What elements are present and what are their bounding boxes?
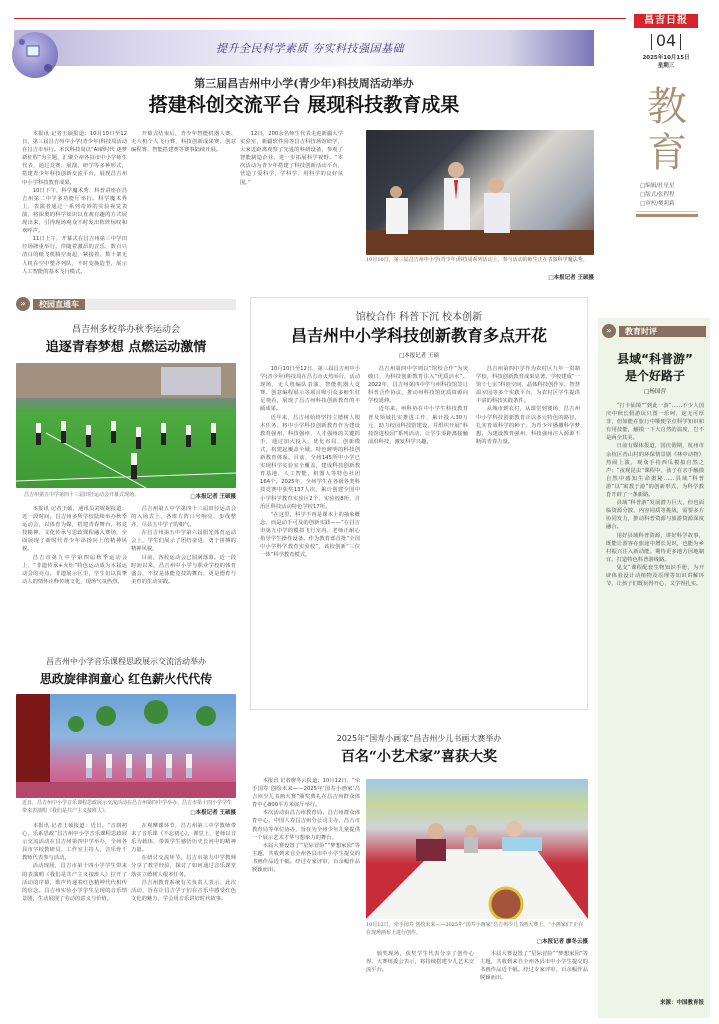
feature-body-col1 — [260, 365, 360, 703]
music-kicker: 昌吉州中小学音乐课程思政展示交流活动举办 — [46, 657, 206, 666]
commentary-body — [606, 402, 704, 992]
paragraph: 日前有媒体报道，国庆假期，杭州市余杭区青山村的环保情景剧《林中动物》热闹上演，观众手持西瓜模拟自然之声；“夜观昆虫”课程中，孩子在亲手触摸自然中感知生命奥秘……县域“科普游”以“寓教于游”的创新形式，为科学教育开辟了一条新路。 — [606, 443, 704, 499]
music-body-col2 — [131, 822, 236, 1012]
campus-headline: 追逐青春梦想 点燃运动激情 — [45, 340, 207, 355]
double-chevron-icon: » — [16, 297, 30, 311]
campus-kicker: 昌吉州多校举办秋季运动会 — [71, 325, 180, 335]
commentary-tag-label: 教育时评 — [619, 326, 706, 337]
music-body-col1 — [22, 822, 127, 1012]
paragraph: 近年来，州科协在中小学生科技教育普及领域扎实推进工作，累计投入30万元，助力校园科技馆建设，并组织开展“科技馆进校园”系列活动，让学生零距离接触前沿科技，激发科学兴趣。 — [368, 406, 468, 445]
paragraph: 用好县域科普资源，讲好科学故事，既能让游客在旅途中增长见识，也能为乡村振兴注入新动能。期待更多地方因地制宜，打造特色科普游线路。 — [606, 532, 704, 563]
banner-slogan: 提升全民科学素质 夯实科技强国基础 — [216, 42, 404, 55]
editor-credit: □审校/樊莉莉 — [640, 201, 675, 207]
lead-photo-caption: 10月10日，第三届昌吉州中小学(青少年)科技周系列活动上，参与活动的师生正在表演科学魔法秀。 — [366, 257, 588, 263]
campus-body-col2 — [131, 505, 236, 635]
art-photo-caption: 10月12日，牵手国寿 创绘未来——2025年“国寿小画家”昌吉州少儿书画大赛上，“小画家们”正在在现场画布上进行创作。 — [366, 922, 584, 936]
paragraph: 从城市到农村，从课堂到赛场，昌吉州中小学科技创新教育正以多元特色的路径，扎实育成科学的种子，为青少年播撒科学梦想，为建设教育强州、科技强州注入源源不断的青春力量。 — [476, 406, 580, 445]
weekday-text: 星期三 — [657, 63, 675, 69]
newspaper-logo: 昌吉日报 — [634, 14, 698, 28]
campus-photo-caption: 昌吉州第五中学第四十三届田径运动会开幕式现场。 — [24, 492, 140, 498]
campus-tag-label: 校园直通车 — [33, 299, 85, 310]
paragraph: “在这里，科学不再是课本上的抽象概念，而是动手可及的创新实践——”在昌吉市第九中学的模拟飞行室内，老师正耐心指导学生操作设备。作为教育部首批“全国中小学科学教育实验校”，该校创新“三位一体”科学教育模式。 — [260, 511, 360, 559]
feature-body-col3 — [476, 365, 580, 703]
paragraph: 开幕式结束后，青少年智能机器人赛、无人机个人飞行赛、科技创新成果赛、创意编程赛、智能搭建赛等赛事陆续开展。 — [131, 131, 236, 154]
paragraph: 10月10日至12日，第三届昌吉州中小学(青少年)科技周在昌吉市火热举行，活动现场，无人机编队表演、智能机器人竞赛、创意编程展示等项目吸引众多师生驻足观看，展现了昌吉州科技创新教育的丰硕成果。 — [260, 366, 360, 413]
campus-body-col1 — [22, 505, 127, 635]
lead-body-col2 — [131, 130, 236, 280]
paragraph: 10日下午，科学魔术秀、科普讲座在昌吉州第二中学多功能厅举行。科学魔术秀上，表演者通过一系列奇妙的实验视觉表演，将深奥的科学知识以直观有趣的方式展现出来，引得现场观众不时发出阵阵惊叹和欢呼声。 — [22, 187, 127, 235]
paragraph: 目前，各校运动会已圆满落幕。近一段时间以来，昌吉州中小学与职业学校的体育盛会，不仅是体能竞技的舞台，更是德育与美育的生动实践。 — [131, 554, 236, 585]
paragraph: 本报讯 记者王硕报道：近日，“音润初心，乐系思政”昌吉州中小学音乐课程思政展示交流活动在昌吉州第四中学举办，全州各县市学校教研员、工作室主持人、音乐骨干教师代表参与活动。 — [22, 823, 127, 862]
music-photo — [16, 694, 236, 798]
double-chevron-icon: » — [602, 324, 616, 338]
music-photo-caption: 近日，昌吉州中小学音乐课程思政展示交流活动在昌吉州第四中学举办。昌吉市第十四小学学生带来表演唱《我们是共产主义接班人》。 — [22, 800, 233, 814]
paragraph: 昌吉市第九中学第四届秋季运动会上，“非遗传承+火炬”特色运动成为本届运动会的亮点。非遗展示区里，学生们以真挚动人的情怀诠释传统文化，现场气氛热烈。 — [22, 554, 127, 585]
globe-icon — [12, 32, 58, 78]
paragraph: 县域“科普游”发展潜力巨大，但也面临资源分散、内容同质等挑战，需要多方协同发力，推动科普资源与旅游资源深度融合。 — [606, 500, 704, 531]
header-rule — [14, 18, 626, 19]
editor-credits — [640, 182, 700, 209]
campus-section-tag — [16, 298, 236, 310]
music-headline: 思政旋律润童心 红色薪火代代传 — [39, 672, 213, 686]
lead-body-col3 — [240, 130, 343, 280]
issue-date — [628, 54, 704, 70]
date-text: 2025年10月15日 — [642, 55, 690, 61]
page-number — [634, 31, 698, 50]
paragraph: 本届大赛设置了“星际冒险”“梦想家园”等主题，共收到来自全州各县市中小学生提交的书画作品近千幅。经过专家评审，百余幅作品脱颖而出。 — [480, 951, 588, 982]
paragraph: 昌吉州第五中学第四十三届田径运动会的入场式上，各班方阵口号响亮、步伐整齐，尽显五中学子的朝气。 — [131, 506, 236, 529]
paragraph: 11日上午，开幕式在昌吉州第三中学田径场隆重举行。伴随着激昂的音乐，数百只清白的纸飞机腾空而起，紧接着，数十架无人机在空中整齐列队，不时变换造型，展示人工智能的基本飞行模式。 — [22, 236, 127, 275]
art-headline: 百名“小艺术家”喜获大奖 — [340, 749, 498, 765]
art-photo — [366, 779, 588, 919]
paragraph: 本报讯 记者王硕报道：10月10日至12日，第三届昌吉州中小学(青少年)科技周活动在昌吉市举行。本次科技周以“AI新时代 逐梦新征程”为主题，汇聚全州各县市中小学师生代表，通过竞赛、展演、研学等多种形式，搭建青少年科技创新交流平台，展现昌吉州中小学科技教育成果。 — [22, 131, 127, 186]
tag-bar-fill — [85, 299, 236, 310]
paragraph: 本报讯 记者廖冬云报道：10月12日，“牵手国寿 创绘未来——2025年‘国寿小画家’昌吉州少儿书画大赛”颁奖典礼在昌吉州群众体育中心800平方米展厅举行。 — [252, 778, 360, 809]
section-title: 教育 — [647, 84, 687, 176]
commentary-headline-line2: 是个好路子 — [624, 369, 685, 383]
section-divider — [636, 214, 698, 217]
commentary-source: 来源：中国教育报 — [659, 1000, 704, 1006]
art-photo-credit: □本报记者 廖冬云摄 — [536, 939, 588, 945]
page-number-value: 04 — [655, 31, 677, 50]
commentary-headline-line1: 县域“科普游” — [617, 352, 693, 366]
feature-body-col2 — [368, 365, 468, 703]
feature-headline: 昌吉州中小学科技创新教育多点开花 — [290, 326, 547, 345]
art-body-col2 — [366, 950, 474, 1018]
lead-photo — [366, 130, 594, 255]
paragraph: 在观摩课环节，昌吉州第三中学教师带来了音乐课《不忘初心》，课堂上，老师以音乐为载体，带领学生感悟历史长河中的精神力量。 — [131, 823, 236, 854]
feature-kicker: 馆校合作 科普下沉 校本创新 — [355, 312, 483, 323]
paragraph: 颁奖现场，获奖学生代表分享了创作心得。大赛组委会表示，将持续搭建少儿艺术交流平台。 — [366, 951, 474, 974]
paragraph: 本次活动由昌吉州教育局、昌吉州群众体育中心、中国人寿昌吉州分公司主办，昌吉市教育局等单位协办，旨在为全州少年儿童提供一个展示艺术才华与想象力的舞台。 — [252, 810, 360, 841]
paragraph: “打卡仙境”“到此一游”……不少人国庆中秋长假游玩只图一乐呵，这无可厚非，但如能在旅行中顺便学点科学知识和有用技能，触摸一下大自然的温度，岂不是两全其美。 — [606, 403, 704, 442]
paragraph: 见支“课程配套生物知识手册，为开辟体验设计动植物及原理等知识讲解环节，让孩子们既玩得开心，又学得扎实。 — [606, 564, 704, 588]
paragraph: 昌吉州第四中学作为农村区九年一贯制学校，科技创新教育成果显著。学校建成“一馆十七室”科创空间，晶体科技创作室、智慧温室园等多个实践平台，为农村区学生提供丰富的科技实践条件。 — [476, 366, 580, 405]
paragraph: 在昌吉州第五中学第六届阳光体育运动会上，学生们展示了团结奋进、勇于拼搏的精神风貌。 — [131, 530, 236, 553]
feature-byline: □本报记者 王硕 — [399, 353, 439, 359]
editor-credit: □编辑/杜星星 — [640, 183, 675, 189]
lead-kicker: 第三届昌吉州中小学(青少年)科技周活动举办 — [194, 77, 414, 90]
lead-body-col1 — [22, 130, 127, 280]
editor-credit: □版式/张程程 — [640, 192, 675, 198]
paragraph: 12日，200余名师生代表走进新疆大学实验室，新疆软件园等昌吉科技场馆研学，大家近距离观察了先进的科研设备，参观了智能制造企业，进一步拓展科学视野。“本次活动为青少年搭建了科技创新活动平台，营造了爱科学、学科学、用科学的良好氛围。” — [240, 131, 343, 186]
campus-photo — [16, 363, 236, 488]
paragraph: 本报讯 记者王硕、通讯员刘妮妮报道：近一段时间，昌吉州多所学校陆续举办秋季运动会，以体育为媒，搭建青春舞台，将竞技精神、文化传承与思政课程融入赛场，全面展现了新时代青少年昂扬向上的精神风貌。 — [22, 506, 127, 553]
paragraph: 昌吉州教育系统有关负责人表示，此次活动，旨在让昌吉学子们在音乐中感受红色文化的魅力，学会用音乐讲好时代故事。 — [131, 879, 236, 902]
music-photo-credit: □本报记者 王硕摄 — [190, 810, 236, 816]
commentary-byline: □杨国营 — [644, 389, 666, 395]
art-kicker: 2025年“国寿小画家”昌吉州少儿书画大赛举办 — [336, 734, 502, 743]
campus-photo-credit: □本报记者 王硕摄 — [190, 494, 236, 500]
commentary-section-tag — [602, 325, 706, 337]
paragraph: 在研讨交流环节，昌吉市第九中学教师分享了教学经验，探讨了如何通过音乐课堂落实立德树人根本任务。 — [131, 855, 236, 878]
section-divider — [636, 211, 698, 212]
paragraph: 本届大赛设置了“星际冒险”“梦想家园”等主题，共收到来自全州各县市中小学生提交的书画作品近千幅。经过专家评审，百余幅作品脱颖而出。 — [252, 842, 360, 874]
paragraph: 近年来，昌吉州始终坚持立德树人根本任务，将中小学科技创新教育作为建设教育强州、科技强州、人才强州的关键抓手，通过加大投入、优化布局、创新模式，构建起覆盖全域、特色鲜明的科技创新教育体系。目前，全州145所中小学已实现科学实验室全覆盖，建成科技创新教育基地、人工智能、机器人等特色社团164个。2025年，全州学生在各级各类科技竞赛中获奖137人次，累计创建全国中小学科学教育实验区2个、实验校8所，自治区科技活动特色学校17所。 — [260, 414, 360, 510]
lead-headline: 搭建科创交流平台 展现科技教育成果 — [148, 94, 460, 116]
art-body-col3 — [480, 950, 588, 1018]
art-body-col1 — [252, 777, 360, 927]
paragraph: 昌吉州第四中学则以“馆校合作”为突破口，为科技创新教育注入“优质活水”。2022年，昌吉州第四中学与州科技馆签订科普合作协议，推动州科技馆优质资源向学校延伸。 — [368, 366, 468, 405]
paragraph: 活动现场，昌吉市第十四小学学生带来的表演唱《我们是共产主义接班人》拉开了活动的序幕，歌声传递着红色精神代代相传的信念。昌吉州实验小学学生呈现的音乐情景剧，生动展现了劳动的意义与价值。 — [22, 863, 127, 902]
lead-photo-credit: □本报记者 王硕摄 — [548, 275, 594, 281]
